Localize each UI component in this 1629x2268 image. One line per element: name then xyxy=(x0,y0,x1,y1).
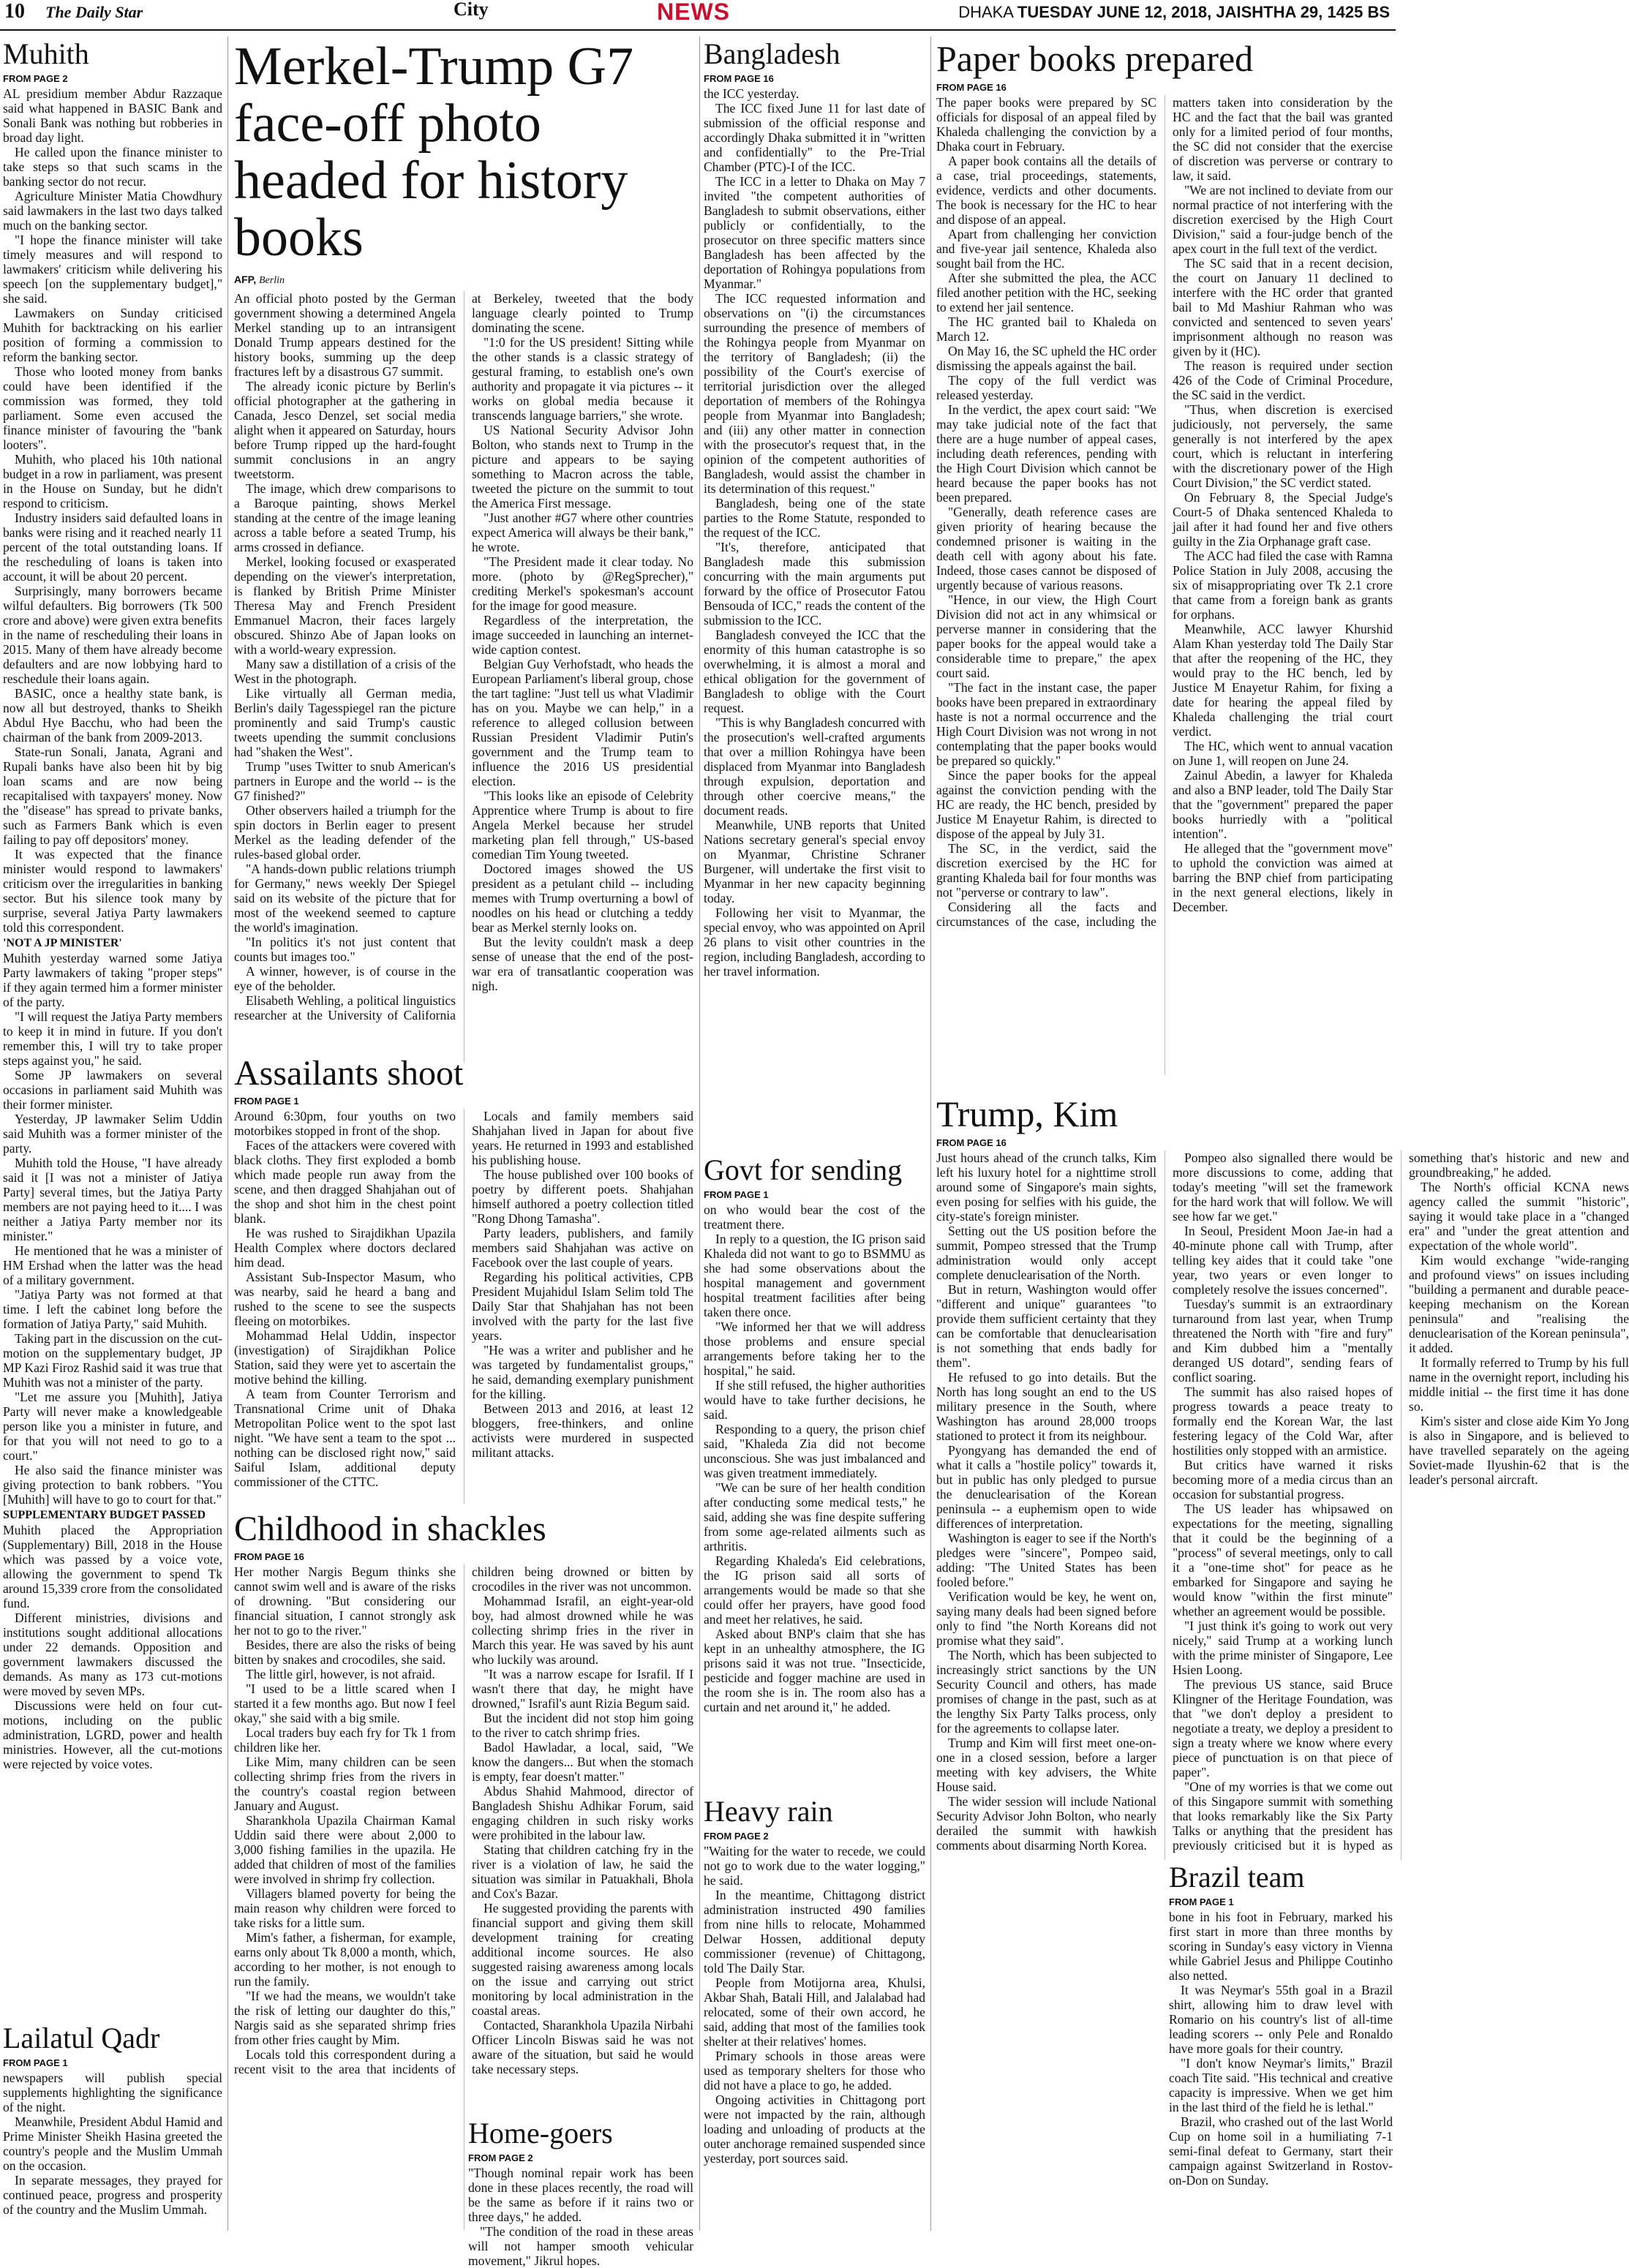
paragraph: In separate messages, they prayed for continued peace, progress and prosperity of the country and the Muslim Ummah. xyxy=(3,2173,222,2217)
article-body xyxy=(936,1150,1629,1860)
paragraph: "Hence, in our view, the High Court Division did not act in any whimsical or perverse manner in considering that the paper books for the appeal would take a considerable time to prepare," the apex court said. xyxy=(936,592,1156,680)
page-number: 10 xyxy=(4,0,25,23)
paragraph: He mentioned that he was a minister of HM Ershad when the latter was the head of a military government. xyxy=(3,1243,222,1287)
headline: Lailatul Qadr xyxy=(3,2022,160,2054)
paragraph: On May 16, the SC upheld the HC order dismissing the appeals against the bail. xyxy=(936,344,1156,373)
paragraph: "It was a narrow escape for Israfil. If I wasn't there that day, he might have drowned," Israfil's aunt Rizia Begum said. xyxy=(472,1667,693,1711)
article-homegoers xyxy=(468,2117,693,2268)
paragraph: Pyongyang has demanded the end of what it calls a "hostile policy" towards it, but in public has only pledged to pursue the denuclearisation of the Korean peninsula -- a euphemism open to wide differences of interpretation. xyxy=(936,1443,1156,1531)
paragraph: Locals and family members said Shahjahan lived in Japan for about five years. He returned in 1993 and established his publishing house. xyxy=(472,1109,693,1167)
paragraph: People from Motijorna area, Khulsi, Akbar Shah, Batali Hill, and Jalalabad had relocated, some of their own accord, he said, adding that most of the families took shelter at their relatives' homes. xyxy=(704,1975,925,2049)
paragraph: Yesterday, JP lawmaker Selim Uddin said Muhith was a former minister of the party. xyxy=(3,1112,222,1156)
paragraph: Surprisingly, many borrowers became wilful defaulters. Big borrowers (Tk 500 crore and above) were given extra benefits in the name of rescheduling their loans in 2015. Many of them have already become defaulters and are now lobbying hard to reschedule their loans again. xyxy=(3,584,222,686)
paragraph: Agriculture Minister Matia Chowdhury said lawmakers in the last two days talked much on the banking sector. xyxy=(3,189,222,233)
paragraph: Party leaders, publishers, and family members said Shahjahan was active on Facebook over the last couple of years. xyxy=(472,1226,693,1270)
paragraph: Regarding Khaleda's Eid celebrations, the IG prison said all sorts of arrangements would be made so that she could offer her prayers, have good food and meet her relatives, he said. xyxy=(704,1553,925,1627)
paragraph: The image, which drew comparisons to a Baroque painting, shows Merkel standing at the centre of the image leaning across a table before a seated Trump, his arms crossed in defiance. xyxy=(234,481,456,554)
section-label: City xyxy=(454,0,489,20)
article-trumpkim xyxy=(936,1093,1629,1861)
paragraph: State-run Sonali, Janata, Agrani and Rupali banks have also been hit by big loan scams and are now being recapitalised with taxpayers' money. Now the "disease" has spread to private banks, such as Farmers Bank which is even failing to pay off depositors' money. xyxy=(3,745,222,847)
paragraph: "Though nominal repair work has been done in these places recently, the road will be the same as before if it rains two or three days," he added. xyxy=(468,2166,693,2224)
header-rule xyxy=(0,29,1396,31)
paragraph: Primary schools in those areas were used as temporary shelters for those who did not have a place to go, he added. xyxy=(704,2049,925,2092)
article-bangladesh xyxy=(704,38,925,1150)
headline: Merkel-Trump G7 face-off photo headed for history books xyxy=(234,37,634,268)
headline: Muhith xyxy=(3,37,89,70)
paragraph: The HC granted bail to Khaleda on March 12. xyxy=(936,314,1156,344)
article-body xyxy=(936,95,1393,1075)
article-paperbooks xyxy=(936,38,1393,1091)
from-page: FROM PAGE 1 xyxy=(1169,1896,1234,1907)
from-page: FROM PAGE 16 xyxy=(704,73,774,84)
paragraph: Zainul Abedin, a lawyer for Khaleda and also a BNP leader, told The Daily Star that the "government" prepared the paper books hurriedly with a "political intention". xyxy=(1173,768,1393,841)
headline: Childhood in shackles xyxy=(234,1510,546,1548)
paragraph: Kim's sister and close aide Kim Yo Jong is also in Singapore, and is believed to have travelled separately on the ageing Soviet-made Ilyushin-62 that is the leader's personal aircraft. xyxy=(1409,1414,1629,1487)
article-merkel xyxy=(234,38,693,1051)
headline: Paper books prepared xyxy=(936,38,1254,79)
paragraph: The North's official KCNA news agency called the summit "historic", saying it would take place in a "changed era" and "under the great attention and expectation of the whole world". xyxy=(1409,1180,1629,1253)
column-rule xyxy=(930,37,931,2231)
article-govt xyxy=(704,1154,925,1790)
article-body xyxy=(704,86,925,979)
paragraph: Ongoing activities in Chittagong port were not impacted by the rain, although loading and unloading of products at the outer anchorage remained suspended since yesterday, port sources said. xyxy=(704,2092,925,2166)
paragraph: Kim would exchange "wide-ranging and profound views" on issues including "building a permanent and durable peace-keeping mechanism on the Korean peninsula" and "realising the denuclearisation of the Korean peninsula", it added. xyxy=(1409,1253,1629,1355)
paragraph: Contacted, Sharankhola Upazila Nirbahi Officer Lincoln Biswas said he was not aware of the situation, but said he would take necessary steps. xyxy=(472,2018,693,2076)
paragraph: on who would bear the cost of the treatment there. xyxy=(704,1202,925,1232)
paragraph: "We informed her that we will address those problems and ensure special arrangements before taking her to the hospital," he said. xyxy=(704,1319,925,1378)
paragraph: A winner, however, is of course in the eye of the beholder. xyxy=(234,964,456,993)
paragraph: Responding to a query, the prison chief said, "Khaleda Zia did not become unconscious. She was just imbalanced and was given treatment immediately. xyxy=(704,1422,925,1480)
paragraph: Faces of the attackers were covered with black cloths. They first exploded a bomb which made people run away from the scene, and then dragged Shahjahan out of the shop and shot him in the chest point blank. xyxy=(234,1138,456,1226)
paragraph: Discussions were held on four cut-motions, including on the public administration, LGRD, power and health ministries. However, all the cut-motions were rejected by voice votes. xyxy=(3,1698,222,1771)
byline: AFP, Berlin xyxy=(234,274,285,286)
paragraph: Muhith, who placed his 10th national budget in a row in parliament, was present in the House on Sunday, but he didn't respond to criticism. xyxy=(3,452,222,511)
paragraph: The little girl, however, is not afraid. xyxy=(246,1667,435,1681)
paragraph: Local traders buy each fry for Tk 1 from children like her. xyxy=(234,1725,456,1755)
article-heavyrain xyxy=(704,1795,925,2166)
subheading: SUPPLEMENTARY BUDGET PASSED xyxy=(3,1509,206,1521)
paragraph: "This looks like an episode of Celebrity Apprentice where Trump is about to fire Angela Merkel because her strudel marketing plan fell through," US-based comedian Tim Young tweeted. xyxy=(472,788,693,862)
paragraph: In the verdict, the apex court said: "We may take judicial note of the fact that there are a huge number of appeal cases, including death references, pending with the High Court Division which cannot be heard because the paper books has not been prepared. xyxy=(936,402,1156,505)
paragraph: newspapers will publish special supplements highlighting the significance of the night. xyxy=(3,2071,222,2114)
headline: Bangladesh xyxy=(704,37,840,70)
paragraph: "I don't know Neymar's limits," Brazil coach Tite said. "His technical and creative capacity is impressive. When we get him in the last third of the field he is lethal." xyxy=(1169,2056,1393,2114)
paragraph: Apart from challenging her conviction and five-year jail sentence, Khaleda also sought bail from the HC. xyxy=(936,227,1156,271)
paragraph: The copy of the full verdict was released yesterday. xyxy=(936,373,1156,402)
subheading: 'NOT A JP MINISTER' xyxy=(3,937,122,949)
paragraph: On February 8, the Special Judge's Court-5 of Dhaka sentenced Khaleda to jail after it had found her and five others guilty in the Zia Orphanage graft case. xyxy=(1173,490,1393,549)
headline: Trump, Kim xyxy=(936,1093,1118,1134)
paragraph: Bangladesh conveyed the ICC that the enormity of this human catastrophe is so overwhelming, it is almost a moral and ethical obligation for the government of Bangladesh to oblige with the Court request. xyxy=(704,628,925,715)
paragraph: In Seoul, President Moon Jae-in had a 40-minute phone call with Trump, after telling key aides that it could take "one year, two years or even longer to completely resolve the issues concerned". xyxy=(1173,1224,1393,1297)
paragraph: Mim's father, a fisherman, for example, earns only about Tk 8,000 a month, which, according to her mother, is not enough to run the family. xyxy=(234,1930,456,1989)
paragraph: A team from Counter Terrorism and Transnational Crime unit of Dhaka Metropolitan Police went to the spot last night. "We have sent a team to the spot ... nothing can be disclosed right now," said Saiful Islam, additional deputy commissioner of the CTTC. xyxy=(234,1387,456,1489)
article-body xyxy=(1169,1910,1393,2188)
paragraph: Those who looted money from banks could have been identified if the commission was formed, they told parliament. Some even accused the finance minister of favouring the "bank looters". xyxy=(3,364,222,452)
paragraph: "I just think it's going to work out very nicely," said Trump at a working lunch with the prime minister of Singapore, Lee Hsien Loong. xyxy=(1173,1619,1393,1677)
from-page: FROM PAGE 1 xyxy=(234,1096,299,1107)
paragraph: Assistant Sub-Inspector Masum, who was nearby, said he heard a bang and rushed to the scene to see the suspects fleeing on motorbikes. xyxy=(234,1270,456,1328)
paragraph: "The condition of the road in these areas will not hamper smooth vehicular movement," Jikrul hopes. xyxy=(468,2224,693,2268)
paragraph: "Waiting for the water to recede, we could not go to work due to the water logging," he said. xyxy=(704,1844,925,1888)
paragraph: Industry insiders said defaulted loans in banks were rising and it reached nearly 11 percent of the total outstanding loans. If the rescheduling of loans is taken into account, it will be about 20 percent. xyxy=(3,511,222,584)
news-label: NEWS xyxy=(657,0,730,25)
paragraph: The SC said that in a recent decision, the court on January 11 declined to interfere with the HC order that granted bail to Md Mashiur Rahman who was convicted and sentenced to seven years' imprisonment although no reason was given by it (HC). xyxy=(1173,256,1393,358)
column-rule xyxy=(227,37,228,2231)
article-assailants xyxy=(234,1055,693,1508)
article-body xyxy=(3,2071,222,2217)
paragraph: "Jatiya Party was not formed at that time. I left the cabinet long before the formation of Jatiya Party," said Muhith. xyxy=(3,1287,222,1331)
paragraph: Muhith told the House, "I have already said it [I was not a minister of Jatiya Party] several times, but the Jatiya Party members are not paying heed to it.... I was neither a Jatiya Party member nor its minister." xyxy=(3,1156,222,1243)
newspaper-logo: The Daily Star xyxy=(45,3,143,21)
paragraph: Badol Hawladar, a local, said, "We know the dangers... But when the stomach is empty, fear doesn't matter." xyxy=(472,1740,693,1784)
paragraph: Elisabeth Wehling, a political linguistics researcher at the University of California at Berkeley, tweeted that the body language clearly pointed to Trump dominating the scene. xyxy=(234,291,693,1022)
paragraph: Mohammad Israfil, an eight-year-old boy, had almost drowned while he was collecting shrimp fries in the river in March this year. He was saved by his aunt who luckily was around. xyxy=(472,1594,693,1667)
paragraph: Different ministries, divisions and institutions sought additional allocations under 22 demands. Opposition and government lawmakers discussed the demands. As many as 173 cut-motions were moved by seven MPs. xyxy=(3,1610,222,1698)
paragraph: Meanwhile, ACC lawyer Khurshid Alam Khan yesterday told The Daily Star that after the reopening of the HC, they would pray to the HC bench, led by Justice M Enayetur Rahim, for fixing a date for hearing the appeal filed by Khaleda challenging the trial court verdict. xyxy=(1173,622,1393,739)
paragraph: "Just another #G7 where other countries expect America will always be their bank," he wrote. xyxy=(472,511,693,554)
paragraph: Since the paper books for the appeal against the conviction pending with the HC are ready, the HC bench, presided by Justice M Enayetur Rahim, is directed to dispose of the appeal by July 31. xyxy=(936,768,1156,841)
paragraph: Lawmakers on Sunday criticised Muhith for backtracking on his earlier position of forming a commission to reform the banking sector. xyxy=(3,306,222,364)
paragraph: AL presidium member Abdur Razzaque said what happened in BASIC Bank and Sonali Bank was nothing but robberies in broad day light. xyxy=(3,86,222,145)
paragraph: But in return, Washington would offer "different and unique" guarantees "to provide them sufficient certainty that they can be comfortable that denuclearisation is not something that ends badly for them". xyxy=(936,1282,1156,1370)
paragraph: The already iconic picture by Berlin's official photographer at the gathering in Canada, Jesco Denzel, set social media alight when it appeared on Saturday, hours before Trump ripped up the hard-fought summit conclusions in an angry tweetstorm. xyxy=(234,379,456,481)
paragraph: "The fact in the instant case, the paper books have been prepared in extraordinary haste is not a normal occurrence and the High Court Division was not wrong in not contemplating that the paper books would be prepared so quickly." xyxy=(936,680,1156,768)
paragraph: But critics have warned it risks becoming more of a media circus than an occasion for substantial progress. xyxy=(1173,1458,1393,1502)
paragraph: Meanwhile, President Abdul Hamid and Prime Minister Sheikh Hasina greeted the country's people and the Muslim Ummah on the occasion. xyxy=(3,2114,222,2173)
headline: Assailants shoot xyxy=(234,1054,464,1093)
paragraph: "This is why Bangladesh concurred with the prosecution's well-crafted arguments that over a million Rohingya have been displaced from Myanmar into Bangladesh through expulsion, deportation and through other coercive means," the document reads. xyxy=(704,715,925,818)
from-page: FROM PAGE 16 xyxy=(936,1137,1007,1148)
paragraph: He was rushed to Sirajdikhan Upazila Health Complex where doctors declared him dead. xyxy=(234,1226,456,1270)
paragraph: "We can be sure of her health condition after conducting some medical tests," he said, adding she was fine despite suffering from some age-related ailments such as arthritis. xyxy=(704,1480,925,1553)
paragraph: Muhith yesterday warned some Jatiya Party lawmakers of taking "proper steps" if they again termed him a former minister of the party. xyxy=(3,951,222,1009)
paragraph: US National Security Advisor John Bolton, who stands next to Trump in the picture and appears to be saying something to Macron across the table, tweeted the picture on the summit to tout the America First message. xyxy=(472,423,693,511)
paragraph: Meanwhile, UNB reports that United Nations secretary general's special envoy on Myanmar, Christine Schraner Burgener, will undertake the first visit to Myanmar in her new capacity beginning today. xyxy=(704,818,925,905)
paragraph: Tuesday's summit is an extraordinary turnaround from last year, when Trump threatened the North with "fire and fury" and Kim dubbed him a "mentally deranged US dotard", sending fears of conflict soaring. xyxy=(1173,1297,1393,1384)
paragraph: He refused to go into details. But the North has long sought an end to the US military presence in the South, where Washington has around 28,000 troops stationed to protect it from its neighbour. xyxy=(936,1370,1156,1443)
paragraph: Between 2013 and 2016, at least 12 bloggers, free-thinkers, and online activists were murdered in suspected militant attacks. xyxy=(472,1401,693,1460)
paragraph: "Thus, when discretion is exercised judiciously, not perversely, the same generally is not interfered by the apex court, which is reluctant in interfering with the discretionary power of the High Court Division," the SC verdict stated. xyxy=(1173,402,1393,490)
paragraph: Her mother Nargis Begum thinks she cannot swim well and is aware of the risks of drowning. "But considering our financial situation, I cannot strongly ask her not to go to the river." xyxy=(234,1564,456,1638)
paragraph: "We are not inclined to deviate from our normal practice of not interfering with the discretion exercised by the High Court Division," said a four-judge bench of the apex court in the full text of the verdict. xyxy=(1173,183,1393,256)
from-page: FROM PAGE 1 xyxy=(3,2057,68,2068)
paragraph: The paper books were prepared by SC officials for disposal of an appeal filed by Khaleda challenging the conviction by a Dhaka court in February. xyxy=(936,95,1156,154)
paragraph: Some JP lawmakers on several occasions in parliament said Muhith was their former minister. xyxy=(3,1068,222,1112)
paragraph: "If we had the means, we wouldn't take the risk of letting our daughter do this," Nargis said as she separated shrimp fries from other fries caught by Mim. xyxy=(234,1989,456,2047)
paragraph: A paper book contains all the details of a case, trial proceedings, statements, evidence, verdicts and other documents. The book is necessary for the HC to hear and dispose of an appeal. xyxy=(936,154,1156,227)
paragraph: He alleged that the "government move" to uphold the conviction was aimed at barring the BNP chief from participating in the next general elections, likely in December. xyxy=(1173,841,1393,914)
paragraph: "It's, therefore, anticipated that Bangladesh made this submission concurring with the main arguments put forward by the office of Prosecutor Fatou Bensouda of ICC," reads the content of the submission to the ICC. xyxy=(704,540,925,628)
from-page: FROM PAGE 16 xyxy=(234,1551,304,1562)
paragraph: An official photo posted by the German government showing a determined Angela Merkel standing up to an intransigent Donald Trump appears destined for the history books, summing up the deep fractures left by a disastrous G7 summit. xyxy=(234,291,456,379)
paragraph: "In politics it's not just content that counts but images too." xyxy=(234,935,456,964)
from-page: FROM PAGE 2 xyxy=(468,2152,533,2163)
headline: Heavy rain xyxy=(704,1795,833,1828)
paragraph: The ICC in a letter to Dhaka on May 7 invited "the competent authorities of Bangladesh to submit observations, either publicly or confidentially, to the prosecutor on three specific matters since Bangladesh has been affected by the deportation of Rohingya populations from Myanmar." xyxy=(704,174,925,291)
paragraph: In reply to a question, the IG prison said Khaleda did not want to go to BSMMU as she had some observations about the hospital management and government hospital treatment facilities after being taken there once. xyxy=(704,1232,925,1319)
paragraph: Around 6:30pm, four youths on two motorbikes stopped in front of the shop. xyxy=(234,1109,456,1138)
paragraph: The HC, which went to annual vacation on June 1, will reopen on June 24. xyxy=(1173,739,1393,768)
paragraph: Considering all the facts and circumstances of the case, including the matters taken into consideration by the HC and the fact that the bail was granted only for a limited period of four months, the SC did not consider that the exercise of discretion was perverse or contrary to law, it said. xyxy=(936,95,1393,929)
paragraph: Verification would be key, he went on, saying many deals had been signed before only to find "the North Koreans did not promise what they said". xyxy=(936,1589,1156,1648)
paragraph: "The President made it clear today. No more. (photo by @RegSprecher)," crediting Merkel's spokesman's account for the image for good measure. xyxy=(472,554,693,613)
paragraph: Mohammad Helal Uddin, inspector (investigation) of Sirajdikhan Police Station, said they were yet to ascertain the motive behind the killing. xyxy=(234,1328,456,1387)
article-body xyxy=(234,291,693,1063)
paragraph: The ICC fixed June 11 for last date of submission of the official response and accordingly Dhaka submitted it in "written and confidentially" to the Pre-Trial Chamber (PTC)-I of the ICC. xyxy=(704,101,925,174)
article-body xyxy=(704,1844,925,2166)
paragraph: Stating that children catching fry in the river is a violation of law, he said the situation was similar in Patuakhali, Bhola and Cox's Bazar. xyxy=(472,1842,693,1901)
page-header xyxy=(0,0,1396,25)
paragraph: The ICC requested information and observations on "(i) the circumstances surrounding the presence of members of the Rohingya people from Myanmar on the territory of Bangladesh; (ii) the possibility of the Court's exercise of territorial jurisdiction over the alleged deportation of members of the Rohingya people from Myanmar into Bangladesh; and (iii) any other matter in connection with the prosecutor's request that, in the opinion of the competent authorities of Bangladesh, would assist the chamber in its determination of this request." xyxy=(704,291,925,496)
article-body xyxy=(234,1109,693,1504)
paragraph: The house published over 100 books of poetry by different poets. Shahjahan himself authored a poetry collection titled "Rong Dhong Tamasha". xyxy=(472,1167,693,1226)
from-page: FROM PAGE 2 xyxy=(3,73,68,84)
paragraph: Setting out the US position before the summit, Pompeo stressed that the Trump administration would only accept complete denuclearisation of the North. xyxy=(936,1224,1156,1282)
paragraph: The previous US stance, said Bruce Klingner of the Heritage Foundation, was that "we don't deploy a president to negotiate a treaty, we deploy a president to sign a treaty where we know where every piece of punctuation is on that piece of paper". xyxy=(1173,1677,1393,1779)
paragraph: The US leader has whipsawed on expectations for the meeting, signalling that it could be the beginning of a "process" of several meetings, only to call it a "one-time shot" for peace as he embarked for Singapore and saying he would know "within the first minute" whether an agreement would be possible. xyxy=(1173,1502,1393,1619)
paragraph: Merkel, looking focused or exasperated depending on the viewer's interpretation, is flanked by British Prime Minister Theresa May and French President Emmanuel Macron, their faces largely obscured. Shinzo Abe of Japan looks on with a world-weary expression. xyxy=(234,554,456,657)
paragraph: Abdus Shahid Mahmood, director of Bangladesh Shishu Adhikar Forum, said engaging children in such risky works were prohibited in the labour law. xyxy=(472,1784,693,1842)
paragraph: Other observers hailed a triumph for the spin doctors in Berlin eager to present Merkel as the leading defender of the rules-based global order. xyxy=(234,803,456,862)
paragraph: Pompeo also signalled there would be more discussions to come, adding that today's meeting "will set the framework for the hard work that will follow. We will see how far we get." xyxy=(1173,1150,1393,1224)
paragraph: Locals told this correspondent during a recent visit to the area that incidents of children being drowned or bitten by crocodiles in the river was not uncommon. xyxy=(234,1564,693,2076)
from-page: FROM PAGE 16 xyxy=(936,82,1007,93)
paragraph: Muhith placed the Appropriation (Supplementary) Bill, 2018 in the House which was passed by a voice vote, allowing the government to spend Tk around 15,339 crore from the consolidated fund. xyxy=(3,1523,222,1610)
paragraph: Belgian Guy Verhofstadt, who heads the European Parliament's liberal group, chose the tart tagline: "Just tell us what Vladimir has on you. Maybe we can help," in a reference to alleged collusion between Russian President Vladimir Putin's government and the Trump team to influence the 2016 US presidential election. xyxy=(472,657,693,788)
paragraph: "I will request the Jatiya Party members to keep it in mind in future. If you don't remember this, I will try to take proper steps against you," he said. xyxy=(3,1009,222,1068)
paragraph: It was Neymar's 55th goal in a Brazil shirt, allowing him to draw level with Romario on his country's list of all-time leading scorers -- only Pele and Ronaldo have more goals for their country. xyxy=(1169,1983,1393,2056)
article-body xyxy=(704,1202,925,1714)
paragraph: It formally referred to Trump by his full name in the overnight report, including his middle initial -- the first time it has done so. xyxy=(1409,1355,1629,1414)
paragraph: Bangladesh, being one of the state parties to the Rome Statute, responded to the request of the ICC. xyxy=(704,496,925,540)
paragraph: He suggested providing the parents with financial support and giving them skill development training for creating additional income sources. He also suggested raising awareness among locals on the issue and carrying out strict monitoring by local administration in the coastal areas. xyxy=(472,1901,693,2018)
paragraph: Following her visit to Myanmar, the special envoy, who was appointed on April 26 plans to visit other countries in the region, including Bangladesh, according to her travel information. xyxy=(704,905,925,979)
paragraph: It was expected that the finance minister would respond to lawmakers' criticism over the irregularities in banking sector. But his silence took many by surprise, several Jatiya Party lawmakers told this correspondent. xyxy=(3,847,222,935)
paragraph: Just hours ahead of the crunch talks, Kim left his luxury hotel for a nighttime stroll around some of Singapore's main sights, even posing for selfies with his guide, the city-state's foreign minister. xyxy=(936,1150,1156,1224)
paragraph: Doctored images showed the US president as a petulant child -- including memes with Trump overturning a bowl of noodles on his head or clutching a teddy bear as Merkel sternly looks on. xyxy=(472,862,693,935)
paragraph: The SC, in the verdict, said the discretion exercised by the HC for granting Khaleda bail for four months was not "perverse or contrary to law". xyxy=(936,841,1156,900)
paragraph: "He was a writer and publisher and he was targeted by fundamentalist groups," he said, demanding exemplary punishment for the killing. xyxy=(472,1343,693,1401)
paragraph: In the meantime, Chittagong district administration instructed 490 families from nine hills to relocate, Mohammed Delwar Hossen, additional deputy commissioner (revenue) of Chittagong, told The Daily Star. xyxy=(704,1888,925,1975)
paragraph: The reason is required under section 426 of the Code of Criminal Procedure, the SC said in the verdict. xyxy=(1173,358,1393,402)
paragraph: "Let me assure you [Muhith], Jatiya Party will never make a knowledgeable person like you a minister in future, and for that you will not need to go to a court." xyxy=(3,1390,222,1463)
paragraph: "A hands-down public relations triumph for Germany," news weekly Der Spiegel said on its website of the picture that for most of the weekend seemed to capture the world's imagination. xyxy=(234,862,456,935)
paragraph: The summit has also raised hopes of progress towards a peace treaty to formally end the Korean War, the last festering legacy of the Cold War, after hostilities only stopped with an armistice. xyxy=(1173,1384,1393,1458)
paragraph: Taking part in the discussion on the cut-motion on the supplementary budget, JP MP Kazi Firoz Rashid said it was true that Muhith was not a minister of the party. xyxy=(3,1331,222,1390)
paragraph: He also said the finance minister was giving protection to bank robbers. "You [Muhith] will have to go to court for that." xyxy=(3,1463,222,1507)
column-rule xyxy=(699,37,700,2231)
paragraph: The wider session will include National Security Advisor John Bolton, who nearly derailed the summit with hawkish comments about disarming North Korea. xyxy=(936,1794,1156,1853)
paragraph: Regardless of the interpretation, the image succeeded in launching an internet-wide caption contest. xyxy=(472,613,693,657)
article-body xyxy=(3,86,222,1771)
paragraph: Regarding his political activities, CPB President Mujahidul Islam Selim told The Daily Star that Shahjahan has not been involved with the party for the last five years. xyxy=(472,1270,693,1343)
paragraph: "I used to be a little scared when I started it a few months ago. But now I feel okay," she said with a big smile. xyxy=(234,1681,456,1725)
paragraph: "Generally, death reference cases are given priority of hearing because the condemned prisoner is waiting in the death cell with agony about his fate. Indeed, those cases cannot be disposed of urgently because of various reasons. xyxy=(936,505,1156,592)
from-page: FROM PAGE 1 xyxy=(704,1189,769,1200)
paragraph: Sharankhola Upazila Chairman Kamal Uddin said there were about 2,000 to 3,000 fishing families in the upazila. He added that children of most of the families were involved in shrimp fry collection. xyxy=(234,1813,456,1886)
from-page: FROM PAGE 2 xyxy=(704,1831,769,1842)
paragraph: After she submitted the plea, the ACC filed another petition with the HC, seeking to extend her jail sentence. xyxy=(936,271,1156,314)
paragraph: the ICC yesterday. xyxy=(704,86,800,101)
headline: Govt for sending xyxy=(704,1153,903,1186)
paragraph: Like virtually all German media, Berlin's daily Tagesspiegel ran the picture prominently and said Trump's caustic tweets upending the summit conclusions had "shaken the West". xyxy=(234,686,456,759)
article-muhith xyxy=(3,38,222,2013)
article-brazil xyxy=(1169,1861,1393,2234)
paragraph: BASIC, once a healthy state bank, is now all but destroyed, thanks to Sheikh Abdul Hye Bacchu, who had been the chairman of the bank from 2009-2013. xyxy=(3,686,222,745)
paragraph: "I hope the finance minister will take timely measures and will respond to lawmakers' criticism while delivering his speech [on the supplementary budget]," she said. xyxy=(3,233,222,306)
paragraph: Villagers blamed poverty for being the main reason why children were forced to take risks for a little sum. xyxy=(234,1886,456,1930)
headline: Home-goers xyxy=(468,2117,613,2150)
article-lailatul xyxy=(3,2022,222,2234)
paragraph: He called upon the finance minister to take steps so that such scams in the banking sector do not recur. xyxy=(3,145,222,189)
paragraph: Asked about BNP's claim that she has kept in an unhealthy atmosphere, the IG prisons said it was not true. "Insecticide, pesticide and fogger machine are used in the room she is in. The room also has a curtain and net around it," he added. xyxy=(704,1627,925,1714)
paragraph: Trump "uses Twitter to snub American's partners in Europe and the world -- is the G7 finished?" xyxy=(234,759,456,803)
dateline: DHAKA TUESDAY JUNE 12, 2018, JAISHTHA 29, 1425 BS xyxy=(958,3,1390,21)
paragraph: "One of my worries is that we come out of this Singapore summit with something that looks remarkably like the Six Party Talks or anything that the president has previously criticised but it is hyped as something that's historic and new and groundbreaking," he added. xyxy=(1173,1150,1629,1853)
paragraph: The North, which has been subjected to increasingly strict sanctions by the UN Security Council and others, has made promises of change in the past, such as at the lengthy Six Party Talks process, only for the agreements to collapse later. xyxy=(936,1648,1156,1736)
paragraph: But the levity couldn't mask a deep sense of unease that the end of the post-war era of transatlantic cooperation was nigh. xyxy=(472,935,693,993)
paragraph: "1:0 for the US president! Sitting while the other stands is a classic strategy of gestural framing, to establish one's own authority and propagate it via pictures -- it works on global media because it transcends language barriers," she wrote. xyxy=(472,335,693,423)
article-body xyxy=(468,2166,693,2268)
paragraph: Besides, there are also the risks of being bitten by snakes and crocodiles, she said. xyxy=(234,1638,456,1667)
paragraph: If she still refused, the higher authorities would have to take further decisions, he said. xyxy=(704,1378,925,1422)
headline: Brazil team xyxy=(1169,1861,1305,1894)
paragraph: Washington is eager to see if the North's pledges were "sincere", Pompeo said, adding: "The United States has been fooled before." xyxy=(936,1531,1156,1589)
paragraph: bone in his foot in February, marked his first start in more than three months by scoring in Sunday's easy victory in Vienna while Gabriel Jesus and Philippe Coutinho also netted. xyxy=(1169,1910,1393,1983)
paragraph: The ACC had filed the case with Ramna Police Station in July 2008, accusing the six of misappropriating over Tk 2.1 crore that came from a foreign bank as grants for orphans. xyxy=(1173,549,1393,622)
paragraph: Trump and Kim will first meet one-on-one in a closed session, before a larger meeting with key advisers, the White House said. xyxy=(936,1736,1156,1794)
paragraph: Like Mim, many children can be seen collecting shrimp fries from the rivers in the country's coastal region between January and August. xyxy=(234,1755,456,1813)
paragraph: But the incident did not stop him going to the river to catch shrimp fries. xyxy=(472,1711,693,1740)
paragraph: Many saw a distillation of a crisis of the West in the photograph. xyxy=(234,657,456,686)
paragraph: Brazil, who crashed out of the last World Cup on home soil in a humiliating 7-1 semi-final defeat to Germany, start their campaign against Switzerland in Rostov-on-Don on Sunday. xyxy=(1169,2114,1393,2188)
